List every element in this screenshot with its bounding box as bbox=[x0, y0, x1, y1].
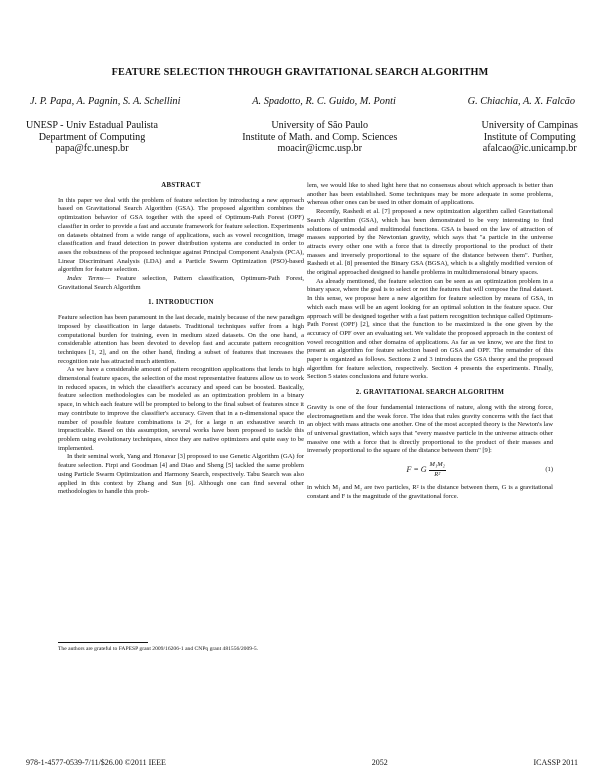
abstract-heading: ABSTRACT bbox=[161, 182, 201, 189]
intro-heading: 1. INTRODUCTION bbox=[148, 299, 214, 307]
email: moacir@icmc.usp.br bbox=[277, 143, 362, 155]
paragraph: Recently, Rashedi et al. [7] proposed a new optimization algorithm called Gravitational Search Algorithm (GSA), which has been demonstrated to be very interesting to find solutions of unimodal and multimodal functions. GSA is based on the law of attraction of masses supported by the Newtonian gravity, which says that "a particle in the universe attracts every other one with a force that is directly proportional to the product of their masses and inversely proportional to the square of the distance between them". Further, Rashedi et al. [8] presented the Binary GSA (BGSA), which is a slightly modified version of the original approached designed to handle problems in multidimensional binary spaces. bbox=[307, 208, 553, 277]
paragraph: Feature selection has been paramount in the last decade, mainly because of the new paradigm imposed by classification in large datasets. Traditional techniques suffer from a high computational burden for training, even in medium sized datasets. On the one hand, a considerable attention has been devoted to develop fast and accurate pattern recognition techniques [1, 2], and on the other hand, finding a subset of features that increases the recognition rate has attracted much attention. bbox=[58, 314, 304, 365]
institution: University of Campinas bbox=[481, 120, 578, 131]
footer-venue: ICASSP 2011 bbox=[533, 758, 578, 767]
equation-denominator: R² bbox=[434, 470, 441, 478]
email: afalcao@ic.unicamp.br bbox=[482, 143, 577, 155]
affiliation-1 bbox=[26, 120, 158, 155]
footer-page-number: 2052 bbox=[371, 758, 388, 767]
author-group-3: G. Chiachia, A. X. Falcão bbox=[467, 96, 575, 107]
paragraph: Gravity is one of the four fundamental interactions of nature, along with the strong force, electromagnetism and the weak force. The idea that rules gravity concerns with the fact that an object with mass attracts one another. One of the most accepted theory is the Newton's law of universal gravitation, which says that "every massive particle in the universe attracts other massive one with a force that is directly proportional to the product of their masses and inversely proportional to the square of the distance between them" [9]: bbox=[307, 403, 553, 455]
gsa-heading: 2. GRAVITATIONAL SEARCH ALGORITHM bbox=[355, 389, 505, 397]
paragraph: As already mentioned, the feature selection can be seen as an optimization problem in a binary space, where the goal is to select or not the features that will compose the final dataset. In this sense, we propose here a new algorithm for feature selection by means of GSA, in which each mass will be an agent looking for an optimal solution in the feature space. Our approach will be designed together with a fast pattern recognition technique called Optimum-Path Forest (OPF) [2], since that the function to be maximized is the one given by the accuracy of OPF over an evaluating set. We validate the proposed approach in the context of vowel recognition and other domains of applications. As far as we know, we are the first to present an algorithm for feature selection based on GSA and OPF. The remainder of this paper is organized as follows. Sections 2 and 3 introduces the GSA theory and the proposed algorithm for feature selection, respectively. Section 4 presents the experiments. Finally, Section 5 states conclusions and future works. bbox=[307, 277, 553, 381]
author-group-2: A. Spadotto, R. C. Guido, M. Ponti bbox=[252, 96, 396, 107]
paragraph: In their seminal work, Yang and Honavar [3] proposed to use Genetic Algorithm (GA) for feature selection. Firpi and Goodman [4] and Diao and Sheng [5] tackled the same problem using Particle Swarm Optimization and Harmony Search, respectively. Tabu Search was also applied in this context by Zhang and Sun [6]. Although one can find several other methodologies to handle this prob- bbox=[58, 453, 304, 496]
paragraph: in which M₁ and M₂ are two particles, R² is the distance between them, G is a gravitational constant and F is the magnitude of the gravitational force. bbox=[307, 484, 553, 500]
equation-lhs: F = G bbox=[406, 464, 427, 474]
institution: UNESP - Univ Estadual Paulista bbox=[26, 120, 158, 131]
affiliation-list bbox=[26, 120, 578, 155]
footnote-rule bbox=[58, 642, 148, 643]
footer-isbn: 978-1-4577-0539-7/11/$26.00 ©2011 IEEE bbox=[26, 758, 166, 767]
department: Department of Computing bbox=[38, 131, 146, 143]
index-terms-label: Index Terms bbox=[67, 275, 104, 283]
institution: University of São Paulo bbox=[271, 120, 369, 131]
author-list bbox=[30, 96, 575, 107]
page-footer bbox=[26, 758, 578, 767]
equation-label: (1) bbox=[545, 465, 553, 473]
index-terms-text: — Feature selection, Pattern classification, Optimum-Path Forest, Gravitational Search Algorithm bbox=[58, 275, 304, 291]
author-group-1: J. P. Papa, A. Pagnin, S. A. Schellini bbox=[30, 96, 181, 107]
abstract-text: In this paper we deal with the problem of feature selection by introducing a new approach based on Gravitational Search Algorithm (GSA). The proposed algorithm combines the optimization behavior of GSA together with the speed of Optimum-Path Forest (OPF) classifier in order to provide a fast and accurate framework for feature selection. Experiments on datasets obtained from a wide range of applications, such as vowel recognition, image classification and fraud detection in power distribution systems are conducted in order to asses the robustness of the proposed technique against Principal Component Analysis (PCA), Linear Discriminant Analysis (LDA) and a Particle Swarm Optimization (PSO)-based algorithm for feature selection. bbox=[58, 196, 304, 274]
equation-fraction bbox=[429, 461, 446, 479]
department: Institute of Math. and Comp. Sciences bbox=[242, 131, 398, 143]
email: papa@fc.unesp.br bbox=[55, 143, 129, 155]
affiliation-3 bbox=[482, 120, 578, 155]
right-column bbox=[307, 182, 553, 502]
department: Institute of Computing bbox=[483, 131, 576, 143]
footnote bbox=[58, 642, 304, 653]
equation-1 bbox=[307, 461, 553, 479]
footnote-text: The authors are grateful to FAPESP grant 2009/16206-1 and CNPq grant 481556/2009-5. bbox=[58, 646, 259, 652]
paragraph: lem, we would like to shed light here that no consensus about which approach is better than another has been established. Some techniques may be more adequate in some problems, whereas other ones can be used in other domain of applications. bbox=[307, 182, 553, 207]
equation-numerator: M₁M₂ bbox=[429, 461, 446, 471]
equation-body bbox=[307, 461, 545, 479]
paper-title: FEATURE SELECTION THROUGH GRAVITATIONAL SEARCH ALGORITHM bbox=[111, 67, 489, 78]
left-column bbox=[58, 182, 304, 497]
index-terms bbox=[58, 275, 304, 292]
paragraph: As we have a considerable amount of pattern recognition applications that lends to high dimensional feature spaces, the selection of the most representative features allow us to work in reduced spaces, in which the classifier's accuracy and speed can be boosted. Basically, feature selection methodologies can be modeled as an optimization problem in a binary space, in which each feature will be prompted to belong to the final subset of features since it may contribute to improve the classifier's accuracy. Given that in a n-dimensional space the number of possible feature combinations is 2ⁿ, for a large n an exhaustive search in impracticable. Based on this assumption, several works have been proposed to tackle this problem using evolutionary techniques, since they are native optimizers and quite easy to be implemented. bbox=[58, 366, 304, 452]
affiliation-2 bbox=[242, 120, 397, 155]
